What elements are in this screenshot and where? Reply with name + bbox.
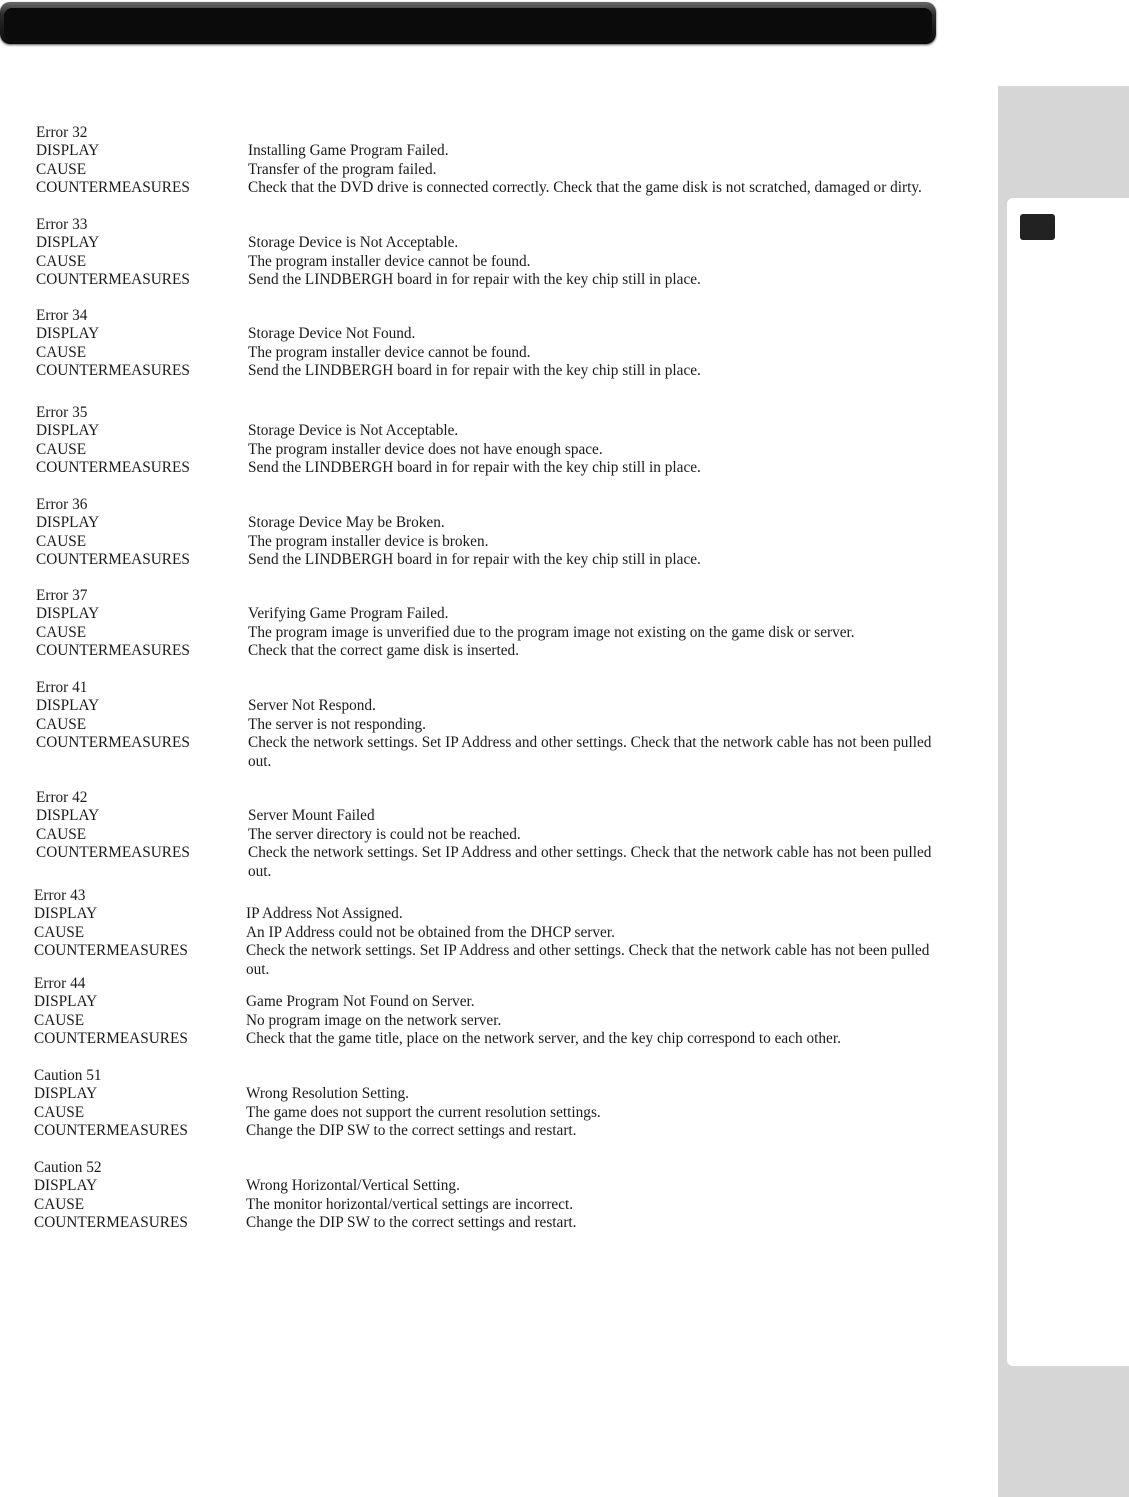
entry-code: Error 44 xyxy=(34,975,86,992)
display-label: DISPLAY xyxy=(36,514,100,532)
display-value: IP Address Not Assigned. xyxy=(246,905,403,923)
entry-code: Error 36 xyxy=(36,496,88,513)
display-value: Storage Device Not Found. xyxy=(248,325,416,343)
cause-value: An IP Address could not be obtained from the DHCP server. xyxy=(246,923,615,941)
cause-value: The program installer device cannot be found. xyxy=(248,343,531,361)
display-label: DISPLAY xyxy=(34,1085,98,1103)
error-entry xyxy=(36,587,956,661)
display-value: Wrong Horizontal/Vertical Setting. xyxy=(246,1177,460,1195)
display-value: Storage Device is Not Acceptable. xyxy=(248,422,459,440)
countermeasures-value: Check the network settings. Set IP Address and other settings. Check that the network cable has not been pulled out. xyxy=(246,942,930,978)
entry-code: Caution 51 xyxy=(34,1067,102,1084)
countermeasures-value: Check that the DVD drive is connected correctly. Check that the game disk is not scratched, damaged or dirty. xyxy=(248,179,922,197)
cause-label: CAUSE xyxy=(36,160,87,178)
countermeasures-label: COUNTERMEASURES xyxy=(36,459,190,477)
cause-label: CAUSE xyxy=(36,343,87,361)
display-value: Server Not Respond. xyxy=(248,697,376,715)
countermeasures-value: Change the DIP SW to the correct settings and restart. xyxy=(246,1122,577,1140)
entry-code: Error 41 xyxy=(36,679,88,696)
countermeasures-label: COUNTERMEASURES xyxy=(34,1030,188,1048)
countermeasures-label: COUNTERMEASURES xyxy=(36,271,190,289)
cause-value: The server directory is could not be reached. xyxy=(248,825,521,843)
cause-label: CAUSE xyxy=(36,825,87,843)
cause-label: CAUSE xyxy=(34,1103,85,1121)
display-label: DISPLAY xyxy=(36,605,100,623)
display-value: Storage Device May be Broken. xyxy=(248,514,445,532)
countermeasures-label: COUNTERMEASURES xyxy=(36,179,190,197)
countermeasures-label: COUNTERMEASURES xyxy=(34,1122,188,1140)
countermeasures-value: Check the network settings. Set IP Address and other settings. Check that the network cable has not been pulled out. xyxy=(248,734,932,770)
error-entry xyxy=(36,124,956,198)
cause-label: CAUSE xyxy=(34,1195,85,1213)
display-label: DISPLAY xyxy=(36,234,100,252)
countermeasures-value: Send the LINDBERGH board in for repair with the key chip still in place. xyxy=(248,551,701,569)
countermeasures-label: COUNTERMEASURES xyxy=(36,362,190,380)
countermeasures-label: COUNTERMEASURES xyxy=(36,734,190,752)
cause-label: CAUSE xyxy=(34,1011,85,1029)
cause-value: The game does not support the current resolution settings. xyxy=(246,1103,601,1121)
cause-value: No program image on the network server. xyxy=(246,1011,502,1029)
display-label: DISPLAY xyxy=(34,905,98,923)
display-label: DISPLAY xyxy=(36,142,100,160)
cause-label: CAUSE xyxy=(36,532,87,550)
display-label: DISPLAY xyxy=(34,1177,98,1195)
error-entry xyxy=(34,1159,954,1233)
countermeasures-value: Change the DIP SW to the correct settings and restart. xyxy=(246,1214,577,1232)
countermeasures-value: Send the LINDBERGH board in for repair with the key chip still in place. xyxy=(248,459,701,477)
display-label: DISPLAY xyxy=(36,697,100,715)
entry-code: Error 35 xyxy=(36,404,88,421)
error-entry xyxy=(34,975,954,1049)
entry-code: Error 37 xyxy=(36,587,88,604)
display-label: DISPLAY xyxy=(36,325,100,343)
cause-label: CAUSE xyxy=(36,440,87,458)
entry-code: Error 43 xyxy=(34,887,86,904)
cause-label: CAUSE xyxy=(34,923,85,941)
error-entry xyxy=(36,496,956,570)
cause-value: The server is not responding. xyxy=(248,715,426,733)
cause-value: The monitor horizontal/vertical settings are incorrect. xyxy=(246,1195,574,1213)
display-label: DISPLAY xyxy=(36,807,100,825)
display-label: DISPLAY xyxy=(34,993,98,1011)
display-value: Verifying Game Program Failed. xyxy=(248,605,449,623)
countermeasures-value: Check the network settings. Set IP Address and other settings. Check that the network cable has not been pulled out. xyxy=(248,844,932,880)
display-value: Storage Device is Not Acceptable. xyxy=(248,234,459,252)
error-entry xyxy=(36,679,956,771)
countermeasures-value: Send the LINDBERGH board in for repair with the key chip still in place. xyxy=(248,271,701,289)
display-value: Game Program Not Found on Server. xyxy=(246,993,475,1011)
countermeasures-label: COUNTERMEASURES xyxy=(34,1214,188,1232)
error-entry xyxy=(36,216,956,290)
side-tab-panel xyxy=(1007,198,1129,1366)
display-value: Server Mount Failed xyxy=(248,807,375,825)
countermeasures-label: COUNTERMEASURES xyxy=(36,844,190,862)
entry-code: Error 33 xyxy=(36,216,88,233)
countermeasures-value: Check that the game title, place on the network server, and the key chip correspond to each other. xyxy=(246,1030,841,1048)
error-entry xyxy=(34,1067,954,1141)
cause-label: CAUSE xyxy=(36,252,87,270)
display-label: DISPLAY xyxy=(36,422,100,440)
cause-value: The program installer device does not have enough space. xyxy=(248,440,603,458)
entry-code: Error 32 xyxy=(36,124,88,141)
cause-label: CAUSE xyxy=(36,623,87,641)
cause-value: The program installer device is broken. xyxy=(248,532,489,550)
cause-value: The program installer device cannot be found. xyxy=(248,252,531,270)
entry-code: Error 34 xyxy=(36,307,88,324)
error-entry xyxy=(36,789,956,881)
countermeasures-label: COUNTERMEASURES xyxy=(36,642,190,660)
error-entry xyxy=(34,887,954,979)
entry-code: Error 42 xyxy=(36,789,88,806)
cause-value: Transfer of the program failed. xyxy=(248,160,437,178)
cause-label: CAUSE xyxy=(36,715,87,733)
countermeasures-value: Check that the correct game disk is inserted. xyxy=(248,642,520,660)
display-value: Installing Game Program Failed. xyxy=(248,142,449,160)
error-entry xyxy=(36,307,956,381)
error-entry xyxy=(36,404,956,478)
entry-code: Caution 52 xyxy=(34,1159,102,1176)
countermeasures-label: COUNTERMEASURES xyxy=(36,551,190,569)
chapter-marker xyxy=(1020,214,1055,240)
countermeasures-label: COUNTERMEASURES xyxy=(34,942,188,960)
display-value: Wrong Resolution Setting. xyxy=(246,1085,409,1103)
countermeasures-value: Send the LINDBERGH board in for repair with the key chip still in place. xyxy=(248,362,701,380)
cause-value: The program image is unverified due to the program image not existing on the game disk or server. xyxy=(248,623,855,641)
